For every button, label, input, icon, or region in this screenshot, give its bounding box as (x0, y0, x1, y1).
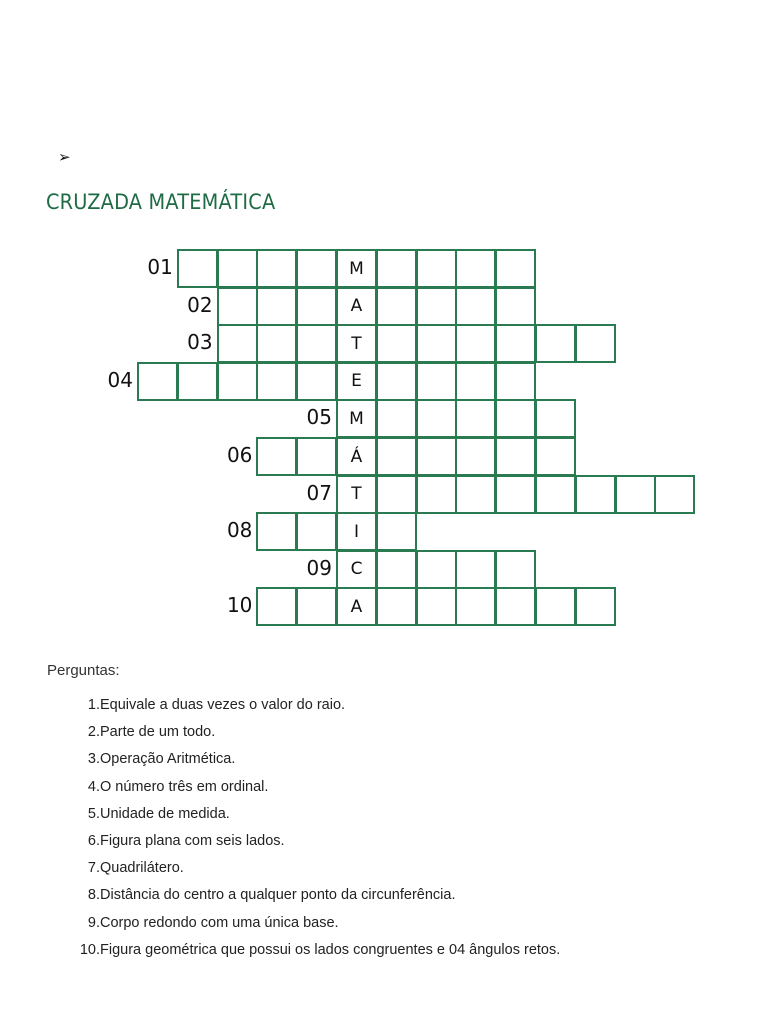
crossword-cell[interactable] (575, 324, 616, 363)
crossword-cell[interactable] (455, 324, 496, 363)
crossword-key-cell: Á (336, 437, 377, 476)
crossword-cell[interactable] (535, 475, 576, 514)
question-item (70, 830, 560, 857)
crossword-cell[interactable] (177, 362, 218, 401)
questions-list (70, 694, 560, 966)
crossword-cell[interactable] (177, 249, 218, 288)
crossword-cell[interactable] (455, 437, 496, 476)
crossword-key-cell: T (336, 475, 377, 514)
crossword-row-label: 04 (107, 367, 133, 392)
crossword-key-cell: A (336, 587, 377, 626)
question-item (70, 857, 560, 884)
crossword-cell[interactable] (217, 287, 258, 326)
question-item (70, 748, 560, 775)
crossword-cell[interactable] (376, 550, 417, 589)
crossword-row-label: 05 (306, 405, 332, 430)
crossword-cell[interactable] (376, 249, 417, 288)
crossword-cell[interactable] (416, 324, 457, 363)
crossword-row-label: 03 (187, 330, 213, 355)
crossword-cell[interactable] (416, 587, 457, 626)
crossword-cell[interactable] (296, 437, 337, 476)
crossword-cell[interactable] (416, 362, 457, 401)
crossword-row-label: 01 (147, 255, 173, 279)
crossword-cell[interactable] (217, 324, 258, 363)
crossword-cell[interactable] (455, 550, 496, 589)
question-text: Equivale a duas vezes o valor do raio. (100, 697, 346, 713)
question-text: Distância do centro a qualquer ponto da circunferência. (100, 887, 456, 904)
crossword-cell[interactable] (376, 362, 417, 401)
question-number: 5. (87, 805, 100, 822)
crossword-cell[interactable] (455, 362, 496, 401)
crossword-cell[interactable] (376, 399, 417, 438)
question-number: 1. (87, 697, 100, 713)
crossword-cell[interactable] (495, 324, 536, 363)
crossword-cell[interactable] (495, 550, 536, 589)
crossword-cell[interactable] (455, 287, 496, 326)
questions-header: Perguntas: (47, 662, 120, 679)
crossword-cell[interactable] (256, 587, 297, 626)
bullet-arrow-icon: ➢ (58, 148, 71, 166)
question-text: O número três em ordinal. (100, 778, 269, 795)
crossword-cell[interactable] (575, 587, 616, 626)
crossword-cell[interactable] (495, 399, 536, 438)
crossword-cell[interactable] (256, 287, 297, 326)
question-number: 10. (79, 941, 100, 958)
crossword-cell[interactable] (217, 362, 258, 401)
crossword-cell[interactable] (376, 287, 417, 326)
crossword-cell[interactable] (416, 249, 457, 288)
crossword-cell[interactable] (455, 249, 496, 288)
crossword-cell[interactable] (376, 324, 417, 363)
crossword-cell[interactable] (217, 249, 258, 288)
crossword-cell[interactable] (376, 437, 417, 476)
question-text: Corpo redondo com uma única base. (100, 914, 339, 931)
crossword-key-cell: E (336, 362, 377, 401)
crossword-cell[interactable] (615, 475, 656, 514)
question-number: 6. (87, 832, 100, 849)
question-item (70, 776, 560, 803)
question-text: Operação Aritmética. (100, 751, 236, 768)
crossword-cell[interactable] (256, 324, 297, 363)
question-item (70, 694, 560, 721)
crossword-cell[interactable] (376, 475, 417, 514)
crossword-cell[interactable] (137, 362, 178, 401)
crossword-cell[interactable] (535, 399, 576, 438)
crossword-row-label: 10 (226, 593, 253, 618)
crossword-cell[interactable] (654, 475, 695, 514)
question-item (70, 884, 560, 911)
question-number: 9. (87, 914, 100, 931)
question-number: 7. (87, 860, 100, 877)
crossword-cell[interactable] (296, 512, 337, 551)
crossword-row-label: 02 (187, 292, 213, 317)
crossword-cell[interactable] (416, 475, 457, 514)
crossword-key-cell: T (336, 324, 377, 363)
crossword-cell[interactable] (256, 512, 297, 551)
crossword-key-cell: M (336, 399, 377, 438)
crossword-cell[interactable] (296, 287, 337, 326)
crossword-cell[interactable] (416, 399, 457, 438)
crossword-cell[interactable] (416, 287, 457, 326)
crossword-cell[interactable] (296, 362, 337, 401)
crossword-cell[interactable] (535, 437, 576, 476)
crossword-cell[interactable] (256, 362, 297, 401)
question-number: 2. (87, 724, 100, 741)
question-number: 8. (87, 887, 100, 904)
crossword-cell[interactable] (495, 287, 536, 326)
crossword-cell[interactable] (495, 362, 536, 401)
crossword-cell[interactable] (495, 587, 536, 626)
question-number: 4. (87, 778, 100, 795)
crossword-cell[interactable] (495, 437, 536, 476)
crossword-key-cell: A (336, 287, 377, 326)
question-text: Unidade de medida. (100, 805, 230, 822)
crossword-cell[interactable] (296, 249, 337, 288)
crossword-key-cell: I (336, 512, 377, 551)
crossword-cell[interactable] (296, 587, 337, 626)
crossword-cell[interactable] (416, 550, 457, 589)
question-text: Figura geométrica que possui os lados congruentes e 04 ângulos retos. (100, 941, 561, 958)
question-text: Figura plana com seis lados. (100, 832, 285, 849)
question-item (70, 912, 560, 939)
crossword-cell[interactable] (296, 324, 337, 363)
crossword-cell[interactable] (495, 249, 536, 288)
crossword-cell[interactable] (376, 512, 417, 551)
crossword-cell[interactable] (575, 475, 616, 514)
crossword-cell[interactable] (256, 249, 297, 288)
crossword-cell[interactable] (535, 324, 576, 363)
question-item (70, 803, 560, 830)
crossword-row-label: 08 (226, 518, 253, 543)
question-text: Quadrilátero. (100, 860, 184, 877)
question-number: 3. (87, 751, 100, 768)
question-item (70, 721, 560, 748)
crossword-cell[interactable] (256, 437, 297, 476)
crossword-cell[interactable] (455, 475, 496, 514)
crossword-row-label: 09 (306, 555, 332, 580)
question-text: Parte de um todo. (100, 724, 216, 741)
page-title: CRUZADA MATEMÁTICA (46, 190, 276, 214)
crossword-cell[interactable] (416, 437, 457, 476)
crossword-cell[interactable] (455, 399, 496, 438)
crossword-row-label: 06 (226, 443, 253, 467)
question-item (70, 939, 560, 966)
crossword-key-cell: C (336, 550, 377, 589)
crossword-cell[interactable] (376, 587, 417, 626)
crossword-cell[interactable] (535, 587, 576, 626)
crossword-row-label: 07 (306, 480, 332, 505)
crossword-key-cell: M (336, 249, 377, 288)
crossword-cell[interactable] (495, 475, 536, 514)
crossword-cell[interactable] (455, 587, 496, 626)
